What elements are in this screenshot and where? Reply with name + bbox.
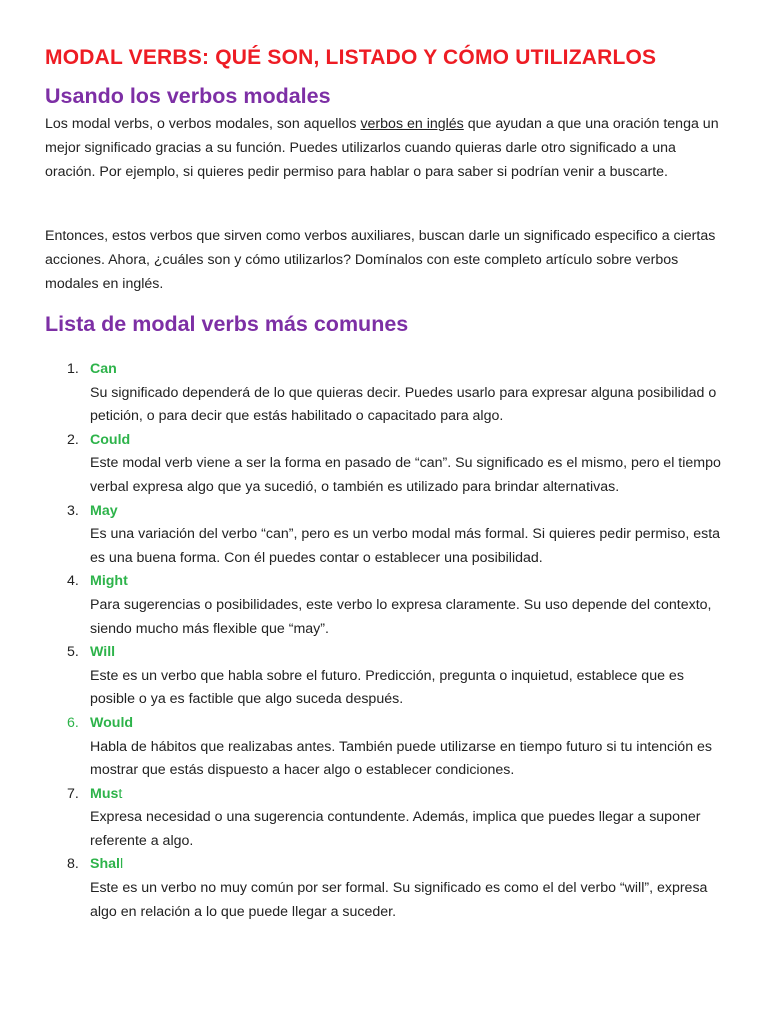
item-number: 4. xyxy=(67,573,79,590)
item-number: 2. xyxy=(67,431,79,448)
list-item xyxy=(45,500,725,571)
verb-description: Este modal verb viene a ser la forma en pasado de “can”. Su significado es el mismo, pero el tiempo verbal expresa algo que ya sucedió, o también es utilizado para brindar alternativas. xyxy=(90,455,721,495)
auxiliary-paragraph: Entonces, estos verbos que sirven como verbos auxiliares, buscan darle un significado especifico a ciertas acciones. Ahora, ¿cuáles son y cómo utilizarlos? Domínalos con este completo artículo sobre verbos modales en inglés. xyxy=(45,228,716,292)
verb-name-text: Shal xyxy=(90,856,120,873)
list-item xyxy=(45,853,725,924)
verb-description: Este es un verbo que habla sobre el futuro. Predicción, pregunta o inquietud, establece que es posible o ya es factible que algo suceda después. xyxy=(90,667,684,708)
list-item xyxy=(45,570,725,641)
intro-paragraph xyxy=(45,113,721,184)
verb-name-text: Will xyxy=(90,644,116,661)
item-number: 6. xyxy=(67,714,79,731)
verb-name xyxy=(90,783,725,807)
verb-description: Expresa necesidad o una sugerencia contundente. Además, implica que puedes llegar a suponer referente a algo. xyxy=(90,809,701,849)
item-number: 7. xyxy=(67,785,79,802)
list-item xyxy=(45,358,725,429)
item-number: 8. xyxy=(67,856,79,873)
verb-name-text: Can xyxy=(90,361,117,377)
verb-description: Su significado dependerá de lo que quieras decir. Puedes usarlo para expresar alguna posibilidad o petición, o para decir que estás habilitado o capacitado para algo. xyxy=(90,384,717,425)
section-heading-using-modal-verbs: Usando los verbos modales xyxy=(45,84,331,108)
verb-name-text: Could xyxy=(90,431,131,448)
list-item xyxy=(45,712,725,783)
verbos-en-ingles-link[interactable]: verbos en inglés xyxy=(360,116,464,132)
list-item xyxy=(45,429,725,500)
verb-name xyxy=(90,500,725,524)
verb-name xyxy=(90,429,725,453)
verb-name-tail: l xyxy=(119,856,124,873)
verb-name xyxy=(90,853,725,877)
list-item xyxy=(45,641,725,712)
item-number: 5. xyxy=(67,644,79,661)
verb-name xyxy=(90,570,725,594)
modal-verbs-list xyxy=(45,358,725,924)
list-item xyxy=(45,783,725,854)
item-number: 3. xyxy=(67,502,79,519)
page-title: MODAL VERBS: QUÉ SON, LISTADO Y CÓMO UTILIZARLOS xyxy=(45,46,657,69)
verb-description: Es una variación del verbo “can”, pero es un verbo modal más formal. Si quieres pedir permiso, esta es una buena forma. Con él puedes contar o establecer una posibilidad. xyxy=(90,526,721,566)
verb-name xyxy=(90,712,725,736)
verb-name-text: Would xyxy=(90,714,134,731)
verb-description: Habla de hábitos que realizabas antes. También puede utilizarse en tiempo futuro si tu intención es mostrar que estás dispuesto a hacer algo o establecer condiciones. xyxy=(90,738,713,779)
intro-text-end: que ayudan a que una oración tenga un mejor significado gracias a su función. Puedes utilizarlos cuando quieras darle otro significado a una oración. Por ejemplo, si quieres pedir permiso para hablar o para saber si podrían venir a buscarte. xyxy=(45,116,719,180)
verb-name xyxy=(90,358,725,382)
verb-name-text: Might xyxy=(90,573,128,590)
verb-name-text: Mus xyxy=(90,785,119,802)
verb-name xyxy=(90,641,725,665)
verb-name-tail: t xyxy=(118,785,123,802)
verb-description: Para sugerencias o posibilidades, este verbo lo expresa claramente. Su uso depende del contexto, siendo mucho más flexible que “may”. xyxy=(90,596,712,637)
verb-description: Este es un verbo no muy común por ser formal. Su significado es como el del verbo “will”, expresa algo en relación a lo que puede llegar a suceder. xyxy=(90,880,708,920)
item-number: 1. xyxy=(67,361,79,377)
intro-text-start: Los modal verbs, o verbos modales, son aquellos xyxy=(45,116,361,132)
verb-name-text: May xyxy=(90,502,118,519)
section-heading-modal-verbs-list: Lista de modal verbs más comunes xyxy=(45,312,409,336)
